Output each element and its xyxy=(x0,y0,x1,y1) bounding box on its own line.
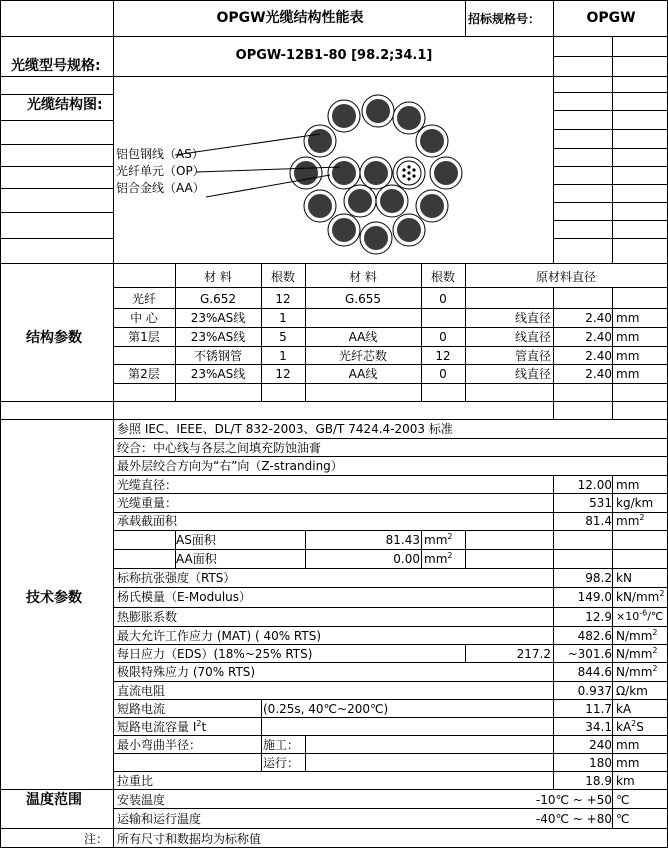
callout-aa: 铝合金线（AA） xyxy=(116,181,205,195)
strand-core xyxy=(332,161,356,185)
struct-cell-n2: 12 xyxy=(435,349,451,363)
bend-install-label: 施工： xyxy=(263,738,300,752)
struct-cell-dunit: mm xyxy=(616,367,640,381)
strand-core xyxy=(364,226,388,250)
strand-core xyxy=(308,129,332,153)
modulus-unit: $kN/mm^2$ xyxy=(616,589,665,604)
strand-core xyxy=(420,194,444,218)
bend-run-unit: mm xyxy=(616,756,640,770)
bid-spec-label: 招标规格号： xyxy=(468,12,541,26)
strand-core xyxy=(434,161,458,185)
model-label: 光缆型号规格: xyxy=(11,58,101,74)
struct-cell-m2: AA线 xyxy=(348,330,378,344)
struct-cell-dval: 2.40 xyxy=(585,367,612,381)
note-standard: 参照 IEC、IEEE、DL/T 832-2003、GB/T 7424.4-2003 标准 xyxy=(117,422,453,436)
ultimate-unit: $N/mm^2$ xyxy=(616,664,658,679)
struct-cell-dlabel: 线直径 xyxy=(514,367,551,381)
struct-cell-n1: 1 xyxy=(279,311,287,325)
resistance-label: 直流电阻 xyxy=(117,684,166,698)
as-area-unit: $mm^2$ xyxy=(424,532,453,547)
weight-unit: kg/km xyxy=(616,496,654,510)
aa-area-value: 0.00 xyxy=(393,552,420,566)
install-temp-value: -10℃ ~ +50 xyxy=(535,793,612,807)
strand-core xyxy=(397,106,421,130)
weight-label: 光缆重量： xyxy=(117,496,178,510)
strand-core xyxy=(294,161,318,185)
eds-value-high: ~301.6 xyxy=(567,647,612,661)
install-temp-label: 安装温度 xyxy=(117,793,166,807)
tech-params-label: 技术参数 xyxy=(26,590,82,606)
area-value: 81.4 xyxy=(585,514,612,528)
fiber xyxy=(407,177,410,180)
strand-core xyxy=(348,189,372,213)
expansion-label: 热膨胀系数 xyxy=(117,610,178,624)
note-text: 所有尺寸和数据均为标称值 xyxy=(117,832,262,846)
install-temp-unit: ℃ xyxy=(616,793,630,807)
eds-unit: $N/mm^2$ xyxy=(616,646,658,661)
bid-spec-value: OPGW xyxy=(586,10,636,26)
expansion-value: 12.9 xyxy=(585,610,612,624)
note-direction: 最外层绞合方向为“右”向（Z-stranding） xyxy=(117,459,343,473)
struct-cell-dval: 2.40 xyxy=(585,349,612,363)
short-current-label: 短路电流 xyxy=(117,702,166,716)
aa-area-unit: $mm^2$ xyxy=(424,551,453,566)
struct-cell-n2: 0 xyxy=(439,292,447,306)
strand-core xyxy=(332,218,356,242)
struct-cell-label: 第1层 xyxy=(128,330,160,344)
struct-cell-dunit: mm xyxy=(616,349,640,363)
strand-core xyxy=(308,194,332,218)
eds-value-low: 217.2 xyxy=(516,647,551,661)
struct-cell-m1: 23%AS线 xyxy=(190,367,246,381)
struct-cell-n2: 0 xyxy=(439,367,447,381)
model-value: OPGW-12B1-80 [98.2;34.1] xyxy=(235,48,433,63)
ultimate-label: 极限特殊应力 (70% RTS) xyxy=(117,665,256,679)
short-current-unit: kA xyxy=(616,702,632,716)
bend-run-label: 运行： xyxy=(263,756,300,770)
struct-cell-m2: G.655 xyxy=(344,292,382,306)
as-area-value: 81.43 xyxy=(385,533,420,547)
struct-cell-n1: 12 xyxy=(275,292,291,306)
strand-core xyxy=(364,161,388,185)
col-raw-diameter: 原材料直径 xyxy=(535,270,596,284)
temperature-label: 温度范围 xyxy=(26,792,82,808)
short-current-cond: (0.25s, 40℃~200℃) xyxy=(263,702,389,716)
struct-cell-dlabel: 线直径 xyxy=(514,311,551,325)
struct-cell-dlabel: 管直径 xyxy=(514,349,551,363)
operation-temp-label: 运输和运行温度 xyxy=(117,812,202,826)
short-capacity-unit: $kA^2S$ xyxy=(616,719,644,734)
struct-cell-n1: 12 xyxy=(275,367,291,381)
mat-value: 482.6 xyxy=(577,629,612,643)
area-unit: $mm^2$ xyxy=(616,513,645,528)
mat-unit: $N/mm^2$ xyxy=(616,628,658,643)
struct-cell-label: 第2层 xyxy=(128,367,160,381)
col-material-2: 材 料 xyxy=(349,270,377,284)
bend-run-value: 180 xyxy=(589,756,612,770)
area-label: 承载截面积 xyxy=(117,514,178,528)
struct-cell-dval: 2.40 xyxy=(585,311,612,325)
struct-cell-m1: 23%AS线 xyxy=(190,330,246,344)
strand-core xyxy=(366,99,390,123)
mat-label: 最大允许工作应力 (MAT) ( 40% RTS) xyxy=(117,629,322,643)
tension-weight-unit: km xyxy=(616,774,635,788)
eds-label: 每日应力（EDS）(18%~25% RTS) xyxy=(117,647,313,661)
struct-cell-label: 中 心 xyxy=(130,311,158,325)
operation-temp-unit: ℃ xyxy=(616,812,630,826)
struct-cell-m2: AA线 xyxy=(348,367,378,381)
bend-install-value: 240 xyxy=(589,738,612,752)
fiber xyxy=(407,165,410,168)
diameter-unit: mm xyxy=(616,478,640,492)
structure-params-label: 结构参数 xyxy=(26,330,82,346)
diameter-label: 光缆直径： xyxy=(117,478,178,492)
strand-core xyxy=(380,189,404,213)
aa-area-label: AA面积 xyxy=(176,552,217,566)
struct-cell-n2: 0 xyxy=(439,330,447,344)
struct-cell-m1: 不锈钢管 xyxy=(193,349,242,363)
fiber xyxy=(402,174,405,177)
bend-label: 最小弯曲半径： xyxy=(117,738,202,752)
col-count-2: 根数 xyxy=(430,270,455,284)
fiber xyxy=(407,171,410,174)
note-label: 注： xyxy=(83,832,108,846)
struct-cell-n1: 1 xyxy=(279,349,287,363)
as-area-label: AS面积 xyxy=(176,533,216,547)
struct-cell-dunit: mm xyxy=(616,330,640,344)
struct-cell-m2: 光纤芯数 xyxy=(338,349,387,363)
note-stranding: 绞合：中心线与各层之间填充防蚀油膏 xyxy=(117,441,322,455)
fiber xyxy=(412,168,415,171)
resistance-unit: Ω/km xyxy=(616,684,648,698)
struct-cell-dunit: mm xyxy=(616,311,640,325)
operation-temp-value: -40℃ ~ +80 xyxy=(535,812,612,826)
fiber xyxy=(402,168,405,171)
struct-cell-m1: G.652 xyxy=(199,292,237,306)
modulus-label: 杨氏模量（E-Modulus） xyxy=(117,590,252,604)
rts-value: 98.2 xyxy=(585,571,612,585)
col-count-1: 根数 xyxy=(270,270,295,284)
struct-cell-m1: 23%AS线 xyxy=(190,311,246,325)
sheet-title: OPGW光缆结构性能表 xyxy=(216,10,364,26)
callout-as: 铝包钢线（AS） xyxy=(116,147,204,161)
expansion-unit: $\times 10^{-6}/℃$ xyxy=(616,608,664,623)
struct-cell-dval: 2.40 xyxy=(585,330,612,344)
short-capacity-value: 34.1 xyxy=(585,720,612,734)
resistance-value: 0.937 xyxy=(577,684,612,698)
strand-core xyxy=(420,129,444,153)
tension-weight-value: 18.9 xyxy=(585,774,612,788)
short-capacity-label: 短路电流容量 $I^2t$ xyxy=(117,719,207,734)
modulus-value: 149.0 xyxy=(577,590,612,604)
callout-op: 光纤单元（OP） xyxy=(116,164,205,178)
diameter-value: 12.00 xyxy=(577,478,612,492)
struct-cell-n1: 5 xyxy=(279,330,287,344)
strand-core xyxy=(397,218,421,242)
tension-weight-label: 拉重比 xyxy=(117,774,154,788)
rts-label: 标称抗张强度（RTS） xyxy=(117,571,236,585)
ultimate-value: 844.6 xyxy=(577,665,612,679)
struct-cell-dlabel: 线直径 xyxy=(514,330,551,344)
struct-cell-label: 光纤 xyxy=(131,292,156,306)
structure-diagram-label: 光缆结构图: xyxy=(27,97,103,113)
fiber xyxy=(412,174,415,177)
strand-core xyxy=(332,104,356,128)
rts-unit: kN xyxy=(616,571,632,585)
short-current-value: 11.7 xyxy=(585,702,612,716)
weight-value: 531 xyxy=(589,496,612,510)
col-material-1: 材 料 xyxy=(204,270,232,284)
bend-install-unit: mm xyxy=(616,738,640,752)
